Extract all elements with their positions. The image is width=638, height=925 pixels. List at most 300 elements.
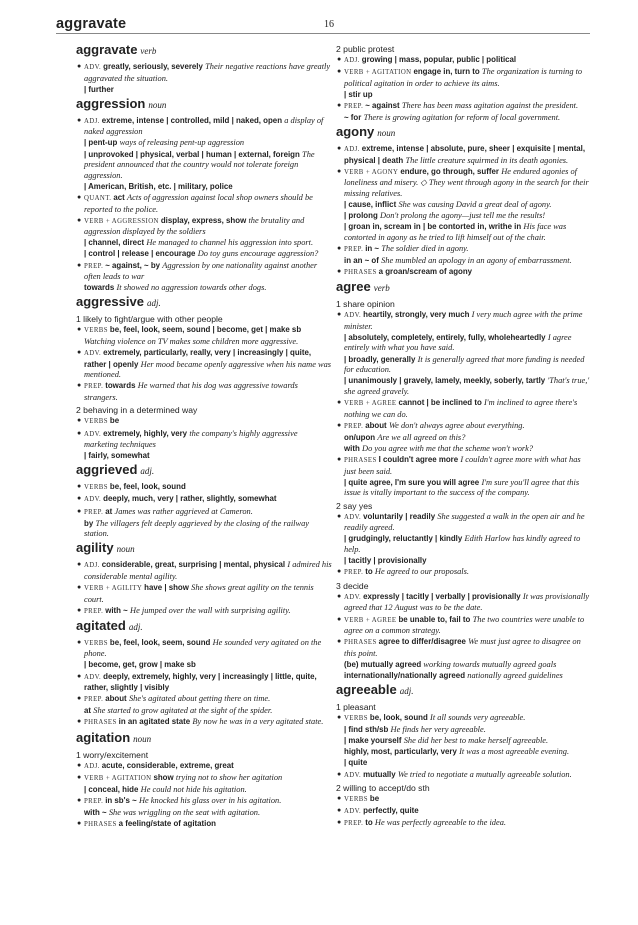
collocations: a groan/scream of agony xyxy=(378,267,473,277)
collocations: in an ~ of xyxy=(344,256,379,265)
bullet-icon: ● xyxy=(77,695,82,703)
collocation-row xyxy=(336,55,593,67)
sense-title: 1 pleasant xyxy=(336,702,376,713)
collocations: agree to differ/disagree xyxy=(378,637,466,647)
example-sentence: The two countries were unable to agree on a common strategy. xyxy=(344,614,585,636)
bullet-icon: ● xyxy=(337,56,342,63)
dictionary-entry xyxy=(76,42,333,95)
collocations: by xyxy=(84,518,94,528)
part-of-speech: adj. xyxy=(140,466,155,477)
collocations: in an agitated state xyxy=(118,717,191,727)
collocation-label: ADV. xyxy=(84,496,102,504)
headword-text: agitated xyxy=(76,617,126,633)
bullet-icon: ● xyxy=(337,819,342,827)
collocations: extreme, intense | controlled, mild | naked, open xyxy=(101,115,283,125)
bullet-icon: ● xyxy=(337,714,342,722)
example-sentence: By now he was in a very agitated state. xyxy=(192,717,324,727)
bullet-icon: ● xyxy=(337,398,342,406)
collocation-row xyxy=(76,182,333,193)
collocation-row xyxy=(76,416,333,428)
collocation-row xyxy=(336,310,593,332)
collocation-row xyxy=(336,512,593,534)
collocation-label: PHRASES xyxy=(344,639,377,647)
collocations: be xyxy=(369,794,380,804)
example-sentence: The soldier died in agony. xyxy=(381,243,469,253)
collocation-row xyxy=(76,249,333,260)
collocation-row xyxy=(336,615,593,637)
collocation-row xyxy=(336,713,593,725)
collocation-label: PHRASES xyxy=(344,269,377,277)
entry-sense xyxy=(336,783,593,830)
collocation-row xyxy=(76,560,333,582)
example-sentence: He endured agonies of loneliness and misery. ◇ They went through agony in the search for their missing relatives. xyxy=(344,166,589,198)
collocation-row xyxy=(76,494,333,506)
collocations: | unprovoked | physical, verbal | human | external, foreign xyxy=(84,149,300,159)
example-sentence: He could not hide his agitation. xyxy=(140,784,247,794)
collocation-row xyxy=(76,507,333,519)
part-of-speech: adj. xyxy=(399,686,414,697)
headword-text: aggravate xyxy=(76,42,138,57)
collocation-row xyxy=(76,216,333,238)
example-sentence: She shows great agility on the tennis court. xyxy=(84,582,314,604)
collocations: | quite agree, I'm sure you will agree xyxy=(344,477,480,487)
collocations: | channel, direct xyxy=(84,238,145,248)
entry-sense xyxy=(76,62,333,95)
bullet-icon: ● xyxy=(77,417,82,425)
running-head-word: aggravate xyxy=(56,16,127,32)
example-sentence: I agree entirely with what you have said. xyxy=(344,332,572,353)
collocations: at xyxy=(105,506,113,516)
collocation-row xyxy=(336,200,593,211)
collocation-row xyxy=(336,433,593,444)
part-of-speech: noun xyxy=(377,128,396,139)
example-sentence: Acts of aggression against local shop owners should be reported to the police. xyxy=(84,192,313,214)
collocation-row xyxy=(336,113,593,124)
collocation-label: QUANT. xyxy=(84,194,112,202)
collocations: cannot | be inclined to xyxy=(398,397,482,407)
collocations: heartily, strongly, very much xyxy=(363,310,470,320)
entry-sense xyxy=(76,638,333,729)
collocation-label: VERB + AGITATION xyxy=(84,774,152,782)
example-sentence: He managed to channel his aggression into sport. xyxy=(146,238,314,248)
sense-title: 1 likely to fight/argue with other people xyxy=(76,314,223,325)
collocation-row xyxy=(76,348,333,381)
example-sentence: She was causing David a great deal of agony. xyxy=(398,200,552,210)
example-sentence: James was rather aggrieved at Cameron. xyxy=(114,506,253,516)
collocations: | fairly, somewhat xyxy=(84,451,150,461)
collocation-row xyxy=(336,167,593,200)
collocation-row xyxy=(336,455,593,477)
collocation-row xyxy=(336,794,593,806)
collocation-label: PREP. xyxy=(84,508,104,516)
collocation-row xyxy=(336,444,593,455)
example-sentence: We tried to negotiate a mutually agreeable solution. xyxy=(397,769,572,779)
example-sentence: The little creature squirmed in its death agonies. xyxy=(405,155,569,165)
collocation-row xyxy=(336,567,593,579)
example-sentence: The villagers felt deeply aggrieved by the closing of the railway station. xyxy=(84,518,309,539)
example-sentence: She mumbled an apology in an agony of embarrassment. xyxy=(381,256,572,265)
collocation-row xyxy=(76,773,333,785)
example-sentence: The organization is turning to political agitation in order to achieve its aims. xyxy=(344,67,583,88)
collocations: ~ against, ~ by xyxy=(105,260,161,270)
collocation-label: VERBS xyxy=(344,796,368,804)
collocation-row xyxy=(76,238,333,249)
bullet-icon: ● xyxy=(77,672,82,680)
example-sentence: He agreed to our proposals. xyxy=(374,567,469,577)
example-sentence: ways of releasing pent-up aggression xyxy=(119,138,245,148)
collocation-row xyxy=(336,556,593,567)
entry-headword xyxy=(336,124,593,141)
collocations: acute, considerable, extreme, great xyxy=(101,760,234,770)
example-sentence: She started to grow agitated at the sight of the spider. xyxy=(93,706,273,716)
collocations: be, feel, look, sound xyxy=(109,482,186,492)
collocation-row xyxy=(336,671,593,682)
collocations: | find sth/sb xyxy=(344,725,389,735)
bullet-icon: ● xyxy=(77,216,82,224)
collocation-label: VERBS xyxy=(84,639,108,647)
entry-sense xyxy=(76,750,333,831)
bullet-icon: ● xyxy=(77,507,82,515)
sense-title: 2 say yes xyxy=(336,500,373,511)
sense-title: 2 behaving in a determined way xyxy=(76,405,198,416)
collocation-label: VERB + AGGRESSION xyxy=(84,217,159,225)
collocations: with xyxy=(344,443,360,453)
collocations: | pent-up xyxy=(84,138,118,148)
collocation-label: VERBS xyxy=(84,327,108,335)
collocations: in ~ xyxy=(365,243,380,253)
collocations: (be) mutually agreed xyxy=(344,659,422,669)
example-sentence: There is growing agitation for reform of local government. xyxy=(363,112,561,122)
collocations: a feeling/state of agitation xyxy=(118,818,216,828)
example-sentence: The president announced that the country would not tolerate foreign aggression. xyxy=(84,149,315,180)
entry-sense xyxy=(336,44,593,124)
collocation-label: PREP. xyxy=(344,102,364,110)
collocation-row xyxy=(76,381,333,403)
collocation-row xyxy=(76,451,333,462)
bullet-icon: ● xyxy=(77,348,82,356)
example-sentence: It all sounds very agreeable. xyxy=(430,713,526,723)
entry-sense xyxy=(76,560,333,617)
bullet-icon: ● xyxy=(77,495,82,503)
dictionary-entry xyxy=(76,96,333,294)
collocation-row xyxy=(336,806,593,818)
collocation-row xyxy=(336,244,593,256)
collocations: display, express, show xyxy=(160,215,247,225)
collocation-row xyxy=(336,101,593,113)
bullet-icon: ● xyxy=(337,807,342,815)
collocation-row xyxy=(336,770,593,782)
headword-text: aggrieved xyxy=(76,462,138,478)
bullet-icon: ● xyxy=(337,167,342,175)
collocation-row xyxy=(76,482,333,494)
collocation-row xyxy=(336,637,593,659)
collocation-label: VERB + AGREE xyxy=(344,616,397,624)
sense-title: 1 share opinion xyxy=(336,299,395,310)
collocation-label: PREP. xyxy=(84,262,104,270)
collocations: have | show xyxy=(144,582,189,592)
dictionary-entry xyxy=(336,44,593,124)
part-of-speech: verb xyxy=(140,46,157,56)
example-sentence: Do you agree with me that the scheme won't work? xyxy=(362,443,534,453)
collocation-row xyxy=(76,672,333,694)
bullet-icon: ● xyxy=(77,583,82,591)
collocations: | absolutely, completely, entirely, fully, wholeheartedly xyxy=(344,332,546,342)
collocations: be, feel, look, seem, sound xyxy=(109,637,211,647)
example-sentence: Don't prolong the agony—just tell me the results! xyxy=(380,211,546,221)
example-sentence: It was a most agreeable evening. xyxy=(459,747,570,757)
entry-sense xyxy=(336,299,593,499)
collocation-label: ADV. xyxy=(344,808,362,816)
example-sentence: Are we all agreed on this? xyxy=(377,432,466,442)
bullet-icon: ● xyxy=(77,382,82,390)
collocation-label: ADV. xyxy=(344,771,362,779)
bullet-icon: ● xyxy=(77,638,82,646)
bullet-icon: ● xyxy=(337,770,342,778)
entry-headword xyxy=(76,294,333,311)
bullet-icon: ● xyxy=(337,421,342,429)
collocation-row xyxy=(336,534,593,555)
collocation-label: VERB + AGONY xyxy=(344,168,399,176)
example-sentence: Do toy guns encourage aggression? xyxy=(197,249,319,259)
collocations: engage in, turn to xyxy=(413,67,480,77)
entry-headword xyxy=(76,730,333,747)
collocation-label: ADJ. xyxy=(84,762,100,770)
bullet-icon: ● xyxy=(337,268,342,276)
example-sentence: trying not to show her agitation xyxy=(175,772,283,782)
example-sentence: the brutality and aggression displayed by the soldiers xyxy=(84,215,305,237)
collocation-row xyxy=(336,592,593,614)
bullet-icon: ● xyxy=(77,773,82,781)
bullet-icon: ● xyxy=(337,101,342,109)
collocation-label: PHRASES xyxy=(344,456,377,464)
collocations: expressly | tacitly | verbally | provisionally xyxy=(363,591,521,601)
collocations: perfectly, quite xyxy=(363,806,419,816)
entry-sense xyxy=(336,702,593,781)
collocation-row xyxy=(76,761,333,773)
collocation-row xyxy=(76,706,333,717)
collocations: deeply, much, very | rather, slightly, somewhat xyxy=(103,494,277,504)
collocation-label: ADV. xyxy=(344,312,362,320)
example-sentence: I'm inclined to agree there's nothing we can do. xyxy=(344,397,578,419)
bullet-icon: ● xyxy=(337,795,342,803)
collocation-label: ADJ. xyxy=(344,57,360,64)
example-sentence: He knocked his glass over in his agitation. xyxy=(138,795,282,805)
collocation-row xyxy=(76,138,333,149)
example-sentence: He sounded very agitated on the phone. xyxy=(84,637,322,659)
collocation-row xyxy=(336,67,593,89)
bullet-icon: ● xyxy=(77,63,82,70)
collocation-row xyxy=(76,429,333,451)
example-sentence: It showed no aggression towards other dogs. xyxy=(116,283,267,293)
collocation-row xyxy=(336,725,593,736)
collocation-row xyxy=(76,325,333,347)
bullet-icon: ● xyxy=(337,592,342,600)
collocation-row xyxy=(76,785,333,796)
bullet-icon: ● xyxy=(337,145,342,153)
entry-sense xyxy=(76,405,333,461)
example-sentence: I admired his considerable mental agility. xyxy=(84,560,332,581)
collocation-label: PHRASES xyxy=(84,820,117,828)
bullet-icon: ● xyxy=(77,261,82,269)
collocations: to xyxy=(365,567,373,577)
part-of-speech: noun xyxy=(116,544,135,555)
collocation-row xyxy=(76,193,333,215)
example-sentence: He jumped over the wall with surprising agility. xyxy=(130,605,291,615)
collocation-label: VERB + AGILITY xyxy=(84,584,143,592)
bullet-icon: ● xyxy=(77,561,82,569)
collocations: about xyxy=(105,694,127,704)
collocations: | tacitly | provisionally xyxy=(344,556,427,566)
collocations: with ~ xyxy=(105,605,128,615)
sense-title: 1 worry/excitement xyxy=(76,749,149,760)
collocation-label: ADV. xyxy=(84,673,102,681)
example-sentence: nationally agreed guidelines xyxy=(467,671,563,680)
part-of-speech: noun xyxy=(133,733,152,744)
collocations: at xyxy=(84,706,92,716)
collocations: voluntarily | readily xyxy=(363,511,436,521)
example-sentence: 'That's true,' she agreed gravely. xyxy=(344,376,590,396)
collocation-label: PREP. xyxy=(84,696,104,704)
collocation-row xyxy=(336,144,593,166)
collocations: extremely, highly, very xyxy=(103,428,188,438)
bullet-icon: ● xyxy=(77,429,82,437)
collocation-row xyxy=(336,747,593,758)
collocations: greatly, seriously, severely xyxy=(103,62,203,71)
bullet-icon: ● xyxy=(337,244,342,252)
collocations: | grudgingly, reluctantly | kindly xyxy=(344,534,463,544)
collocations: show xyxy=(153,772,174,782)
collocations: mutually xyxy=(363,769,396,779)
example-sentence: working towards mutually agreed goals xyxy=(423,659,557,669)
example-sentence: It is generally agreed that more funding is needed for education. xyxy=(344,354,585,375)
dictionary-entry xyxy=(336,124,593,279)
example-sentence: the company's highly aggressive marketing techniques xyxy=(84,428,298,450)
collocation-row xyxy=(76,62,333,84)
dictionary-entry xyxy=(76,730,333,831)
entry-headword xyxy=(76,462,333,479)
bullet-icon: ● xyxy=(77,761,82,769)
collocation-row xyxy=(76,606,333,618)
part-of-speech: adj. xyxy=(128,621,143,632)
dictionary-entry xyxy=(76,618,333,729)
collocations: in sb's ~ xyxy=(105,795,137,805)
dictionary-entry xyxy=(76,540,333,617)
collocation-row xyxy=(76,283,333,294)
collocations: extreme, intense | absolute, pure, sheer | exquisite | mental, physical | death xyxy=(344,144,586,165)
entry-headword xyxy=(76,42,333,59)
collocation-row xyxy=(76,660,333,671)
dictionary-column-right xyxy=(336,42,593,830)
collocation-label: ADJ. xyxy=(84,562,100,570)
example-sentence: There has been mass agitation against the president. xyxy=(401,100,579,110)
bullet-icon: ● xyxy=(337,512,342,520)
collocation-label: PREP. xyxy=(84,797,104,805)
collocation-row xyxy=(336,421,593,433)
collocation-label: PREP. xyxy=(344,245,364,253)
example-sentence: I'm sure you'll agree that this issue is vitally important to the success of the company. xyxy=(344,477,580,498)
collocation-label: ADV. xyxy=(84,64,102,71)
dictionary-entry xyxy=(336,279,593,681)
collocations: highly, most, particularly, very xyxy=(344,747,457,757)
example-sentence: She was wriggling on the seat with agitation. xyxy=(108,807,261,817)
collocation-row xyxy=(336,90,593,101)
collocation-label: PREP. xyxy=(84,383,104,391)
collocations: endure, go through, suffer xyxy=(400,166,499,176)
collocations: be, look, sound xyxy=(369,713,428,723)
collocation-row xyxy=(76,150,333,182)
example-sentence: She suggested a walk in the open air and he readily agreed. xyxy=(344,511,585,533)
example-sentence: Edith Harlow has kindly agreed to help. xyxy=(344,534,581,555)
collocation-label: VERBS xyxy=(84,484,108,492)
collocations: | groan in, scream in | be contorted in, writhe in xyxy=(344,222,522,232)
collocation-label: VERBS xyxy=(344,715,368,723)
collocation-row xyxy=(76,796,333,808)
bullet-icon: ● xyxy=(337,68,342,76)
collocation-label: VERB + AGITATION xyxy=(344,69,412,77)
entry-headword xyxy=(76,618,333,635)
entry-sense xyxy=(76,482,333,539)
collocations: to xyxy=(365,818,373,828)
headword-text: aggression xyxy=(76,95,146,111)
collocation-row xyxy=(336,818,593,830)
collocations: about xyxy=(365,420,387,430)
part-of-speech: noun xyxy=(148,99,167,110)
collocations: be unable to, fail to xyxy=(398,614,471,624)
bullet-icon: ● xyxy=(77,796,82,804)
entry-headword xyxy=(76,540,333,557)
bullet-icon: ● xyxy=(77,483,82,491)
example-sentence: Their negative reactions have greatly aggravated the situation. xyxy=(84,62,331,83)
collocations: | quite xyxy=(344,758,368,768)
collocations: | control | release | encourage xyxy=(84,249,196,259)
dictionary-entry xyxy=(336,682,593,830)
collocations: act xyxy=(113,192,125,202)
headword-text: agility xyxy=(76,540,114,556)
collocations: | conceal, hide xyxy=(84,784,139,794)
collocations: | cause, inflict xyxy=(344,200,397,210)
example-sentence: a display of naked aggression xyxy=(84,115,324,137)
example-sentence: He warned that his dog was aggressive towards strangers. xyxy=(84,381,298,402)
collocation-row xyxy=(76,85,333,96)
entry-sense xyxy=(76,314,333,403)
collocation-label: ADV. xyxy=(344,513,362,521)
bullet-icon: ● xyxy=(337,638,342,646)
example-sentence: Aggression by one nationality against another often leads to war xyxy=(84,260,318,282)
sense-title: 2 willing to accept/do sth xyxy=(336,783,430,794)
dictionary-column-left xyxy=(76,42,333,831)
example-sentence: He was perfectly agreeable to the idea. xyxy=(374,818,506,828)
collocation-row xyxy=(76,519,333,540)
collocation-row xyxy=(76,808,333,819)
collocations: | American, British, etc. | military, police xyxy=(84,181,233,191)
collocation-row xyxy=(336,333,593,354)
sense-title: 2 public protest xyxy=(336,44,395,54)
entry-sense xyxy=(336,501,593,579)
collocation-row xyxy=(336,376,593,397)
entry-sense xyxy=(336,581,593,682)
example-sentence: Her mood became openly aggressive when his name was mentioned. xyxy=(84,359,332,380)
collocations: | stir up xyxy=(344,89,373,99)
collocations: ~ for xyxy=(344,112,362,122)
collocation-row xyxy=(336,222,593,243)
collocation-label: PREP. xyxy=(344,569,364,577)
collocations: | unanimously | gravely, lamely, meekly, soberly, tartly xyxy=(344,376,546,386)
example-sentence: We don't always agree about everything. xyxy=(388,420,525,430)
example-sentence: It was provisionally agreed that 12 August was to be the date. xyxy=(344,591,590,613)
collocation-label: ADV. xyxy=(344,593,362,601)
collocations: ~ against xyxy=(365,100,400,110)
collocation-row xyxy=(336,267,593,279)
